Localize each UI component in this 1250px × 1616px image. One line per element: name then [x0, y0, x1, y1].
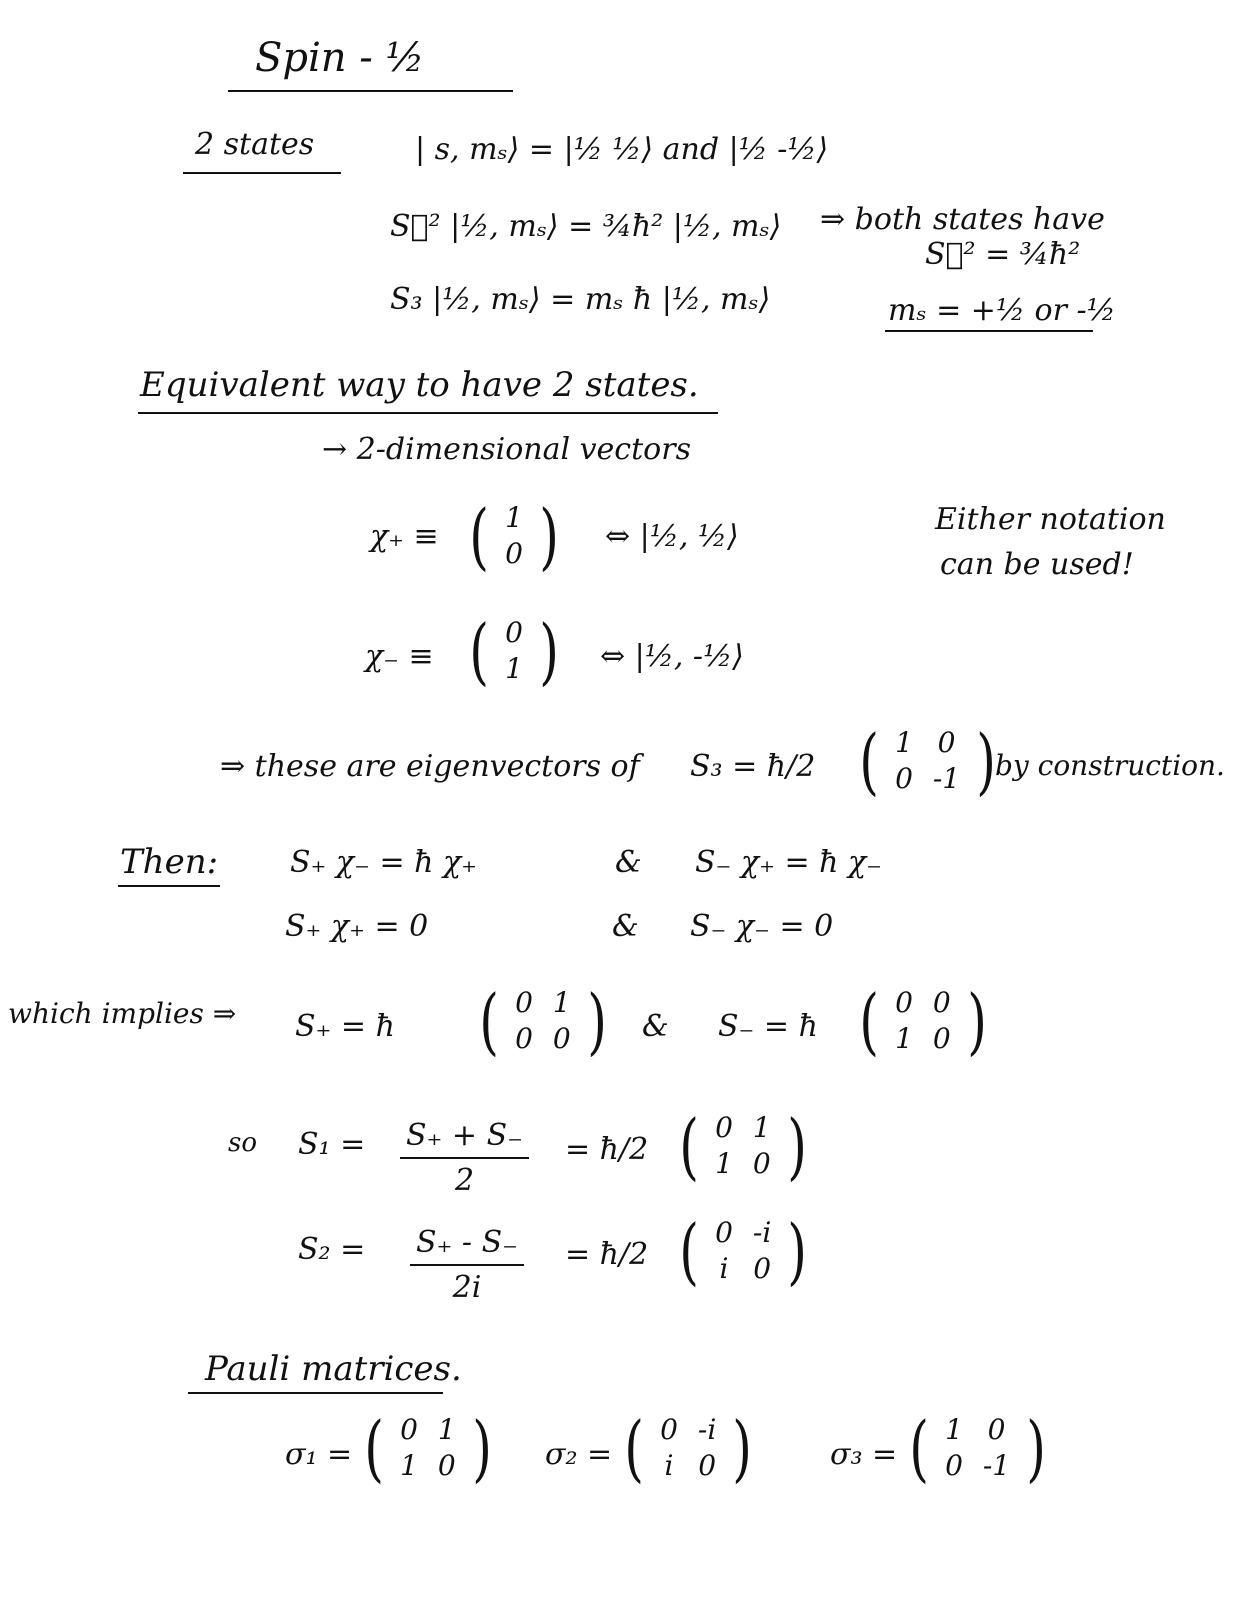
sigma1-m01: 1 — [437, 1413, 456, 1446]
s2-denominator: 2i — [452, 1270, 482, 1305]
ms-underline — [885, 330, 1093, 332]
pauli-heading: Pauli matrices. — [205, 1349, 462, 1389]
s3-m11: -1 — [932, 762, 961, 796]
then-row2-right: S₋ χ₋ = 0 — [690, 909, 834, 944]
splus-m00: 0 — [515, 986, 533, 1019]
chi-minus-lhs: χ₋ ≡ — [365, 639, 434, 674]
splus-m10: 0 — [515, 1022, 533, 1056]
s3-matrix: ( 1 0 0 -1 ) — [859, 719, 997, 804]
s2-matrix: ( 0 -i i 0 ) — [679, 1209, 808, 1294]
then-row1-amp: & — [615, 845, 642, 880]
splus-matrix: ( 0 1 0 0 ) — [479, 979, 607, 1064]
sigma3-m10: 0 — [945, 1449, 963, 1483]
then-row1-right: S₋ χ₊ = ħ χ₋ — [695, 845, 883, 880]
s2-m00: 0 — [715, 1216, 733, 1249]
chi-plus-rhs: ⇔ |½, ½⟩ — [605, 519, 739, 554]
then-row2-amp: & — [612, 909, 639, 944]
chi-plus-v0: 1 — [505, 501, 523, 534]
s3-equation: S₃ |½, mₛ⟩ = mₛ ħ |½, mₛ⟩ — [390, 282, 771, 317]
implies-label: which implies ⇒ — [8, 997, 237, 1030]
splus-m11: 0 — [552, 1022, 571, 1056]
chi-plus-vector: ( 1 0 ) — [469, 494, 559, 579]
two-states-underline — [183, 172, 341, 174]
s1-matrix: ( 0 1 1 0 ) — [679, 1104, 807, 1189]
two-dim-vectors: → 2-dimensional vectors — [322, 432, 691, 467]
then-row2-left: S₊ χ₊ = 0 — [285, 909, 429, 944]
sigma2-m01: -i — [697, 1413, 717, 1446]
sminus-m01: 0 — [932, 986, 951, 1019]
sigma2-lhs: σ₂ = — [545, 1437, 613, 1472]
sigma3-m11: -1 — [982, 1449, 1011, 1483]
s1-m01: 1 — [752, 1111, 771, 1144]
s2-eq: = ħ/2 — [565, 1237, 649, 1272]
notation-note-1: Either notation — [935, 502, 1166, 537]
eigen-tail: by construction. — [995, 749, 1225, 782]
ms-values: mₛ = +½ or -½ — [888, 293, 1116, 328]
sigma2-m11: 0 — [698, 1449, 717, 1483]
s2-lhs: S₂ = — [298, 1232, 366, 1267]
chi-minus-rhs: ⇔ |½, -½⟩ — [600, 639, 744, 674]
s-squared-value: S⃗² = ¾ħ² — [925, 237, 1081, 272]
s1-lhs: S₁ = — [298, 1127, 366, 1162]
sigma1-m00: 0 — [400, 1413, 418, 1446]
chi-minus-vector: ( 0 1 ) — [469, 609, 559, 694]
s3-m01: 0 — [937, 726, 956, 759]
s3-m00: 1 — [895, 726, 913, 759]
splus-m01: 1 — [552, 986, 571, 1019]
sminus-m00: 0 — [895, 986, 913, 1019]
title-underline — [228, 90, 513, 92]
eigen-s3: S₃ = ħ/2 — [690, 749, 816, 784]
sminus-m11: 0 — [932, 1022, 951, 1056]
chi-plus-v1: 0 — [505, 537, 523, 571]
s1-fraction — [400, 1118, 529, 1198]
then-row1-left: S₊ χ₋ = ħ χ₊ — [290, 845, 478, 880]
sminus-m10: 1 — [895, 1022, 913, 1056]
both-states-note: ⇒ both states have — [820, 202, 1105, 237]
then-underline — [118, 885, 220, 887]
sigma1-matrix: ( 0 1 1 0 ) — [364, 1406, 492, 1491]
so-label: so — [228, 1128, 257, 1158]
s2-m10: i — [719, 1252, 729, 1286]
s1-m11: 0 — [752, 1147, 771, 1181]
sigma3-lhs: σ₃ = — [830, 1437, 898, 1472]
notation-note-2: can be used! — [940, 547, 1134, 582]
sminus-lhs: S₋ = ħ — [718, 1009, 818, 1044]
chi-minus-v0: 0 — [505, 616, 523, 649]
s2-fraction — [410, 1225, 524, 1305]
states-equation: | s, mₛ⟩ = |½ ½⟩ and |½ -½⟩ — [415, 132, 829, 167]
s1-m00: 0 — [715, 1111, 733, 1144]
s2-numerator: S₊ - S₋ — [410, 1225, 524, 1266]
page-title: Spin - ½ — [255, 35, 425, 81]
s1-m10: 1 — [715, 1147, 733, 1181]
s2-m11: 0 — [753, 1252, 772, 1286]
sminus-matrix: ( 0 0 1 0 ) — [859, 979, 987, 1064]
sigma3-matrix: ( 1 0 0 -1 ) — [909, 1406, 1047, 1491]
s3-m10: 0 — [895, 762, 913, 796]
sigma2-m10: i — [664, 1449, 674, 1483]
s1-eq: = ħ/2 — [565, 1132, 649, 1167]
sigma1-m11: 0 — [437, 1449, 456, 1483]
s2-m01: -i — [752, 1216, 772, 1249]
sigma1-m10: 1 — [400, 1449, 418, 1483]
two-states-label: 2 states — [195, 127, 315, 162]
eigen-text: ⇒ these are eigenvectors of — [220, 749, 640, 784]
chi-minus-v1: 1 — [505, 652, 523, 686]
sigma2-m00: 0 — [660, 1413, 678, 1446]
s-squared-equation: S⃗² |½, mₛ⟩ = ¾ħ² |½, mₛ⟩ — [390, 209, 782, 244]
implies-amp: & — [642, 1009, 669, 1044]
sigma3-m01: 0 — [987, 1413, 1006, 1446]
equivalent-underline — [138, 412, 718, 414]
sigma2-matrix: ( 0 -i i 0 ) — [624, 1406, 753, 1491]
pauli-underline — [188, 1392, 443, 1394]
equivalent-heading: Equivalent way to have 2 states. — [140, 365, 699, 405]
chi-plus-lhs: χ₊ ≡ — [370, 519, 439, 554]
sigma1-lhs: σ₁ = — [285, 1437, 353, 1472]
then-label: Then: — [120, 842, 219, 882]
splus-lhs: S₊ = ħ — [295, 1009, 395, 1044]
s1-denominator: 2 — [454, 1163, 475, 1198]
sigma3-m00: 1 — [945, 1413, 963, 1446]
s1-numerator: S₊ + S₋ — [400, 1118, 529, 1159]
